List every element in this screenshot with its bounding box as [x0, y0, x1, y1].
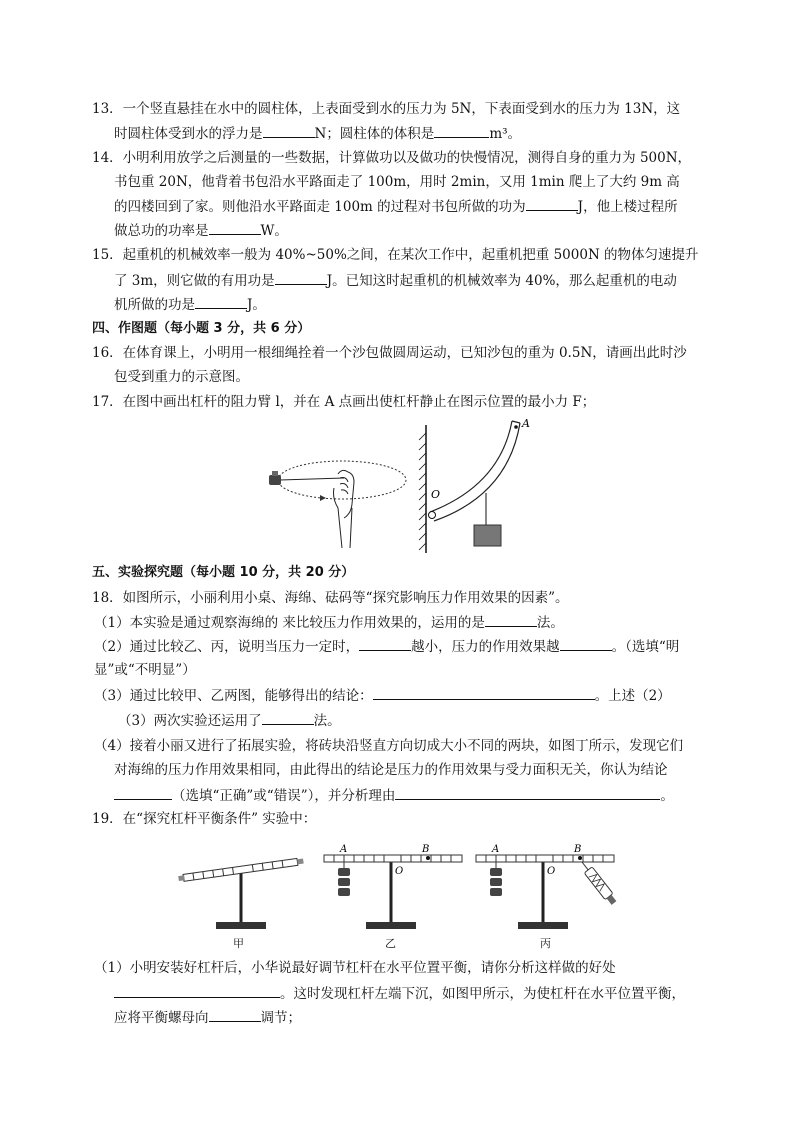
- q15-blank-motor-work[interactable]: [195, 294, 247, 309]
- q13-blank-buoyancy[interactable]: [263, 123, 315, 138]
- sandbag-circular-motion-figure: [262, 448, 412, 553]
- q14-blank-power[interactable]: [209, 220, 261, 235]
- label-b: B: [422, 844, 430, 855]
- q18-blank-method-2[interactable]: [262, 710, 314, 725]
- lever-outer-edge: [430, 421, 512, 512]
- q19-blank-direction[interactable]: [209, 1007, 261, 1022]
- q18-part2-cont: 显”或“不明显”）: [94, 662, 196, 678]
- pivot-o: [429, 512, 436, 519]
- lever-figure-bing: [470, 842, 620, 934]
- hand-icon: [334, 470, 355, 548]
- stand-base: [518, 922, 568, 929]
- q14-line4: 做总功的功率是 W。: [114, 220, 288, 241]
- point-b: [578, 856, 582, 860]
- q15-blank-useful-work[interactable]: [275, 270, 327, 285]
- sandbag-icon: [269, 471, 281, 485]
- caption-yi: 乙: [385, 937, 396, 950]
- q13-line2: 时圆柱体受到水的浮力是 N；圆柱体的体积是 m³。: [114, 123, 521, 144]
- stand-base: [366, 922, 416, 929]
- label-a: A: [340, 844, 348, 855]
- hooked-weights: [338, 868, 350, 896]
- q14-line2: 书包重 20N，他背着书包沿水平路面走了 100m，用时 2min，又用 1min 爬上了大约 9m 高: [114, 174, 680, 190]
- q18-blank-reason[interactable]: [395, 785, 660, 800]
- q18-line1: 18．如图所示，小丽利用小桌、海绵、砝码等“探究影响压力作用效果的因素”。: [92, 590, 569, 606]
- q18-blank-conclusion[interactable]: [373, 685, 595, 700]
- q18-part4-line2: 对海绵的压力作用效果相同，由此得出的结论是压力的作用效果与受力面积无关，你认为结论: [114, 762, 668, 778]
- point-b: [426, 856, 430, 860]
- lever-figure-yi: [318, 842, 468, 934]
- caption-bing: 丙: [540, 937, 551, 950]
- point-a: [514, 425, 518, 429]
- q14-line3: 的四楼回到了家。则他沿水平路面走 100m 的过程对书包所做的功为 J，他上楼过程所: [114, 196, 678, 217]
- label-o: O: [547, 866, 556, 877]
- label-o: O: [395, 866, 404, 877]
- circular-path: [278, 461, 406, 499]
- q16-line1: 16．在体育课上，小明用一根细绳拴着一个沙包做圆周运动，已知沙包的重为 0.5N，请画出此时沙: [92, 345, 687, 361]
- q14-line1: 14．小明利用放学之后测量的一些数据，计算做功以及做功的快慢情况，测得自身的重力为 500N，: [92, 150, 692, 166]
- q18-part4-line1: （4）接着小丽又进行了拓展实验，将砖块沿竖直方向切成大小不同的两块，如图丁所示，发现它们: [94, 738, 684, 754]
- weight-block: [474, 525, 501, 546]
- q19-part1-line2: 。这时发现杠杆左端下沉，如图甲所示，为使杠杆在水平位置平衡，: [114, 983, 685, 1004]
- q18-part3-cont: （3）两次实验还运用了 法。: [118, 710, 341, 731]
- section-5-heading: 五、实验探究题（每小题 10 分，共 20 分）: [92, 565, 355, 580]
- q19-part1-line3: 应将平衡螺母向 调节；: [114, 1007, 301, 1028]
- q18-blank-effect[interactable]: [560, 636, 612, 651]
- q19-part1-line1: （1）小明安装好杠杆后，小华说最好调节杠杆在水平位置平衡，请你分析这样做的好处: [94, 960, 616, 976]
- q18-blank-correct[interactable]: [114, 785, 172, 800]
- label-o: O: [431, 488, 441, 501]
- spring-scale-icon: [578, 859, 618, 906]
- label-b: B: [574, 844, 582, 855]
- q18-part4-line3: （选填“正确”或“错误”），并分析理由 。: [114, 785, 674, 806]
- wall-hatching: [419, 433, 426, 550]
- label-a: A: [522, 417, 530, 430]
- q18-part2: （2）通过比较乙、丙，说明当压力一定时， 越小，压力的作用效果越 。（选填“明: [94, 636, 679, 657]
- q15-line1: 15．起重机的机械效率一般为 40%~50%之间，在某次工作中，起重机把重 5000N 的物体匀速提升: [92, 247, 699, 263]
- section-4-heading: 四、作图题（每小题 3 分，共 6 分）: [92, 321, 311, 336]
- label-a: A: [492, 844, 500, 855]
- q18-blank-factor[interactable]: [359, 636, 411, 651]
- q15-line3: 机所做的功是 J。: [114, 294, 266, 315]
- string: [280, 478, 344, 480]
- q13-line1: 13．一个竖直悬挂在水中的圆柱体，上表面受到水的压力为 5N，下表面受到水的压力为 13N，这: [92, 101, 681, 117]
- q16-line2: 包受到重力的示意图。: [114, 369, 249, 385]
- q15-line2: 了 3m，则它做的有用功是 J。已知这时起重机的机械效率为 40%，那么起重机的电动: [114, 270, 677, 291]
- q19-blank-benefit[interactable]: [114, 983, 280, 998]
- caption-jia: 甲: [233, 937, 244, 950]
- q19-line1: 19．在“探究杠杆平衡条件” 实验中：: [92, 811, 317, 827]
- q14-blank-work[interactable]: [526, 196, 578, 211]
- q13-blank-volume[interactable]: [434, 123, 489, 138]
- motion-direction-arrow-icon: [320, 495, 326, 501]
- curved-lever-figure: [412, 415, 532, 557]
- hooked-weights: [490, 868, 502, 896]
- q18-part3: （3）通过比较甲、乙两图，能够得出的结论： 。上述（2）: [94, 685, 671, 706]
- lever-figure-jia: [178, 842, 313, 934]
- q18-part1: （1）本实验是通过观察海绵的 来比较压力作用效果的，运用的是 法。: [94, 612, 564, 633]
- stand-base: [216, 922, 266, 929]
- q18-blank-method-1[interactable]: [485, 612, 537, 627]
- q17-line1: 17．在图中画出杠杆的阻力臂 l，并在 A 点画出使杠杆静止在图示位置的最小力 F；: [92, 394, 596, 410]
